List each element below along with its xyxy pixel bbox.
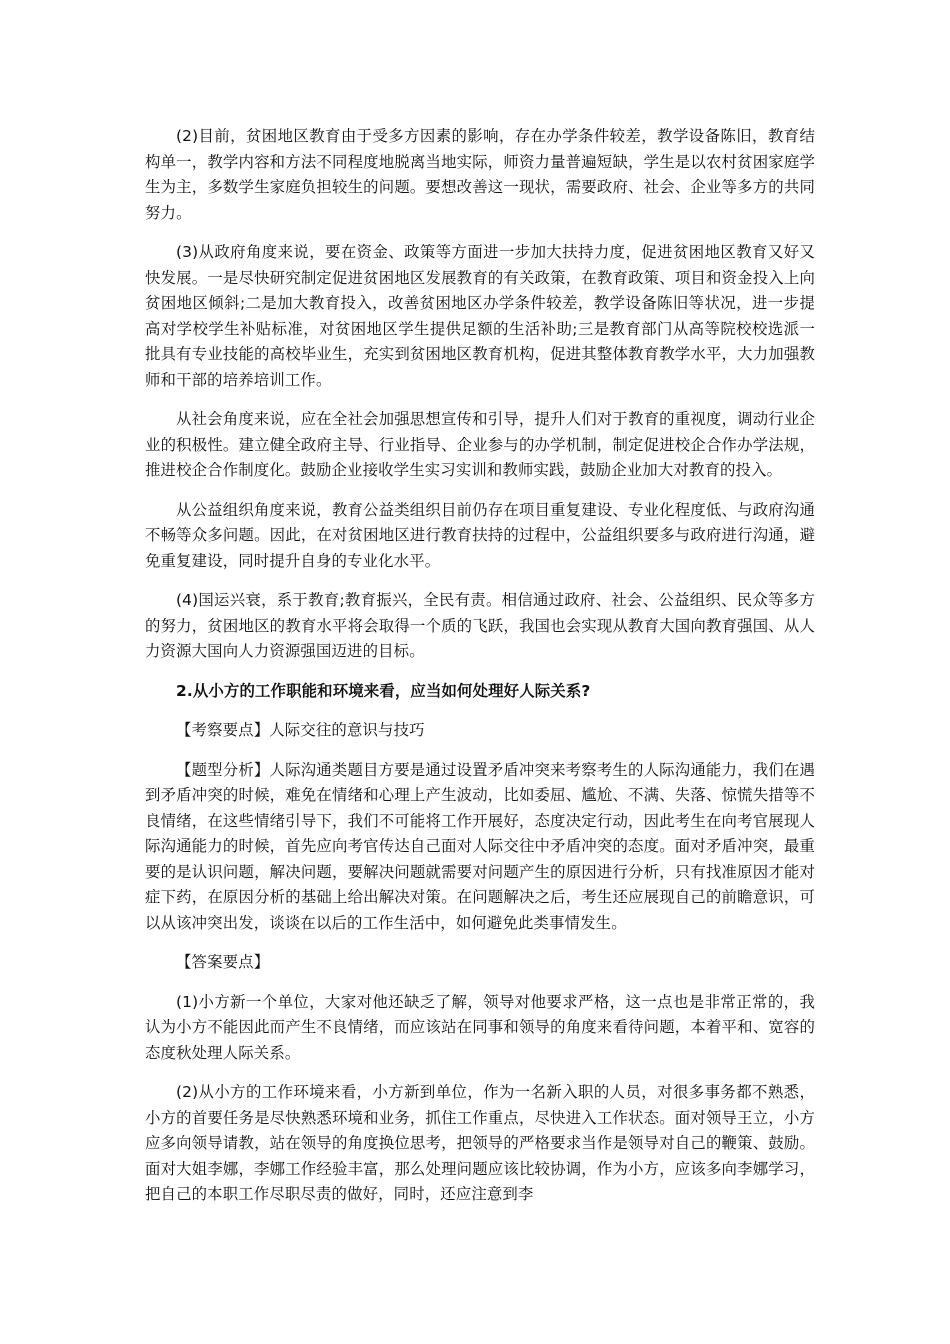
paragraph-analysis: 【题型分析】人际沟通类题目方要是通过设置矛盾冲突来考察考生的人际沟通能力，我们在遇到矛盾冲突的时候，难免在情绪和心理上产生波动，比如委屈、尴尬、不满、失落、惊慌失措等不良情绪，在这些情绪引导下，我们不可能将工作开展好，态度决定行动，因此考生在向考官展现人际沟通能力的时候，首先应向考官传达自己面对人际交往中矛盾冲突的态度。面对矛盾冲突，最重要的是认识问题，解决问题，要解决问题就需要对问题产生的原因进行分析，只有找准原因才能对症下药，在原因分析的基础上给出解决对策。在问题解决之后，考生还应展现自己的前瞻意识，可以从该冲突出发，谈谈在以后的工作生活中，如何避免此类事情发生。 — [145, 760, 815, 932]
paragraph-answer-label: 【答案要点】 — [176, 953, 270, 971]
paragraph-p1: (2)目前，贫困地区教育由于受多方因素的影响，存在办学条件较差，教学设备陈旧，教育结构单一，教学内容和方法不同程度地脱离当地实际，师资力量普遍短缺，学生是以农村贫困家庭学生为主，多数学生家庭负担较生的问题。要想改善这一现状，需要政府、社会、企业等多方的共同努力。 — [145, 127, 815, 222]
paragraph-p4: 从公益组织角度来说，教育公益类组织目前仍存在项目重复建设、专业化程度低、与政府沟通不畅等众多问题。因此，在对贫困地区进行教育扶持的过程中，公益组织要多与政府进行沟通，避免重复建设，同时提升自身的专业化水平。 — [145, 500, 815, 570]
paragraph-answer-1: (1)小方新一个单位，大家对他还缺乏了解，领导对他要求严格，这一点也是非常正常的，我认为小方不能因此而产生不良情绪，而应该站在同事和领导的角度来看待问题，本着平和、宽容的态度秋处理人际关系。 — [145, 992, 815, 1062]
paragraph-p5: (4)国运兴衰，系于教育;教育振兴，全民有责。相信通过政府、社会、公益组织、民众等多方的努力，贫困地区的教育水平将会取得一个质的飞跃，我国也会实现从教育大国向教育强国、从人力资源大国向人力资源强国迈进的目标。 — [145, 591, 815, 660]
question-heading: 2.从小方的工作职能和环境来看，应当如何处理好人际关系? — [176, 681, 591, 700]
paragraph-key-points: 【考察要点】人际交往的意识与技巧 — [176, 721, 425, 739]
paragraph-p3: 从社会角度来说，应在全社会加强思想宣传和引导，提升人们对于教育的重视度，调动行业企业的积极性。建立健全政府主导、行业指导、企业参与的办学机制，制定促进校企合作办学法规，推进校企合作制度化。鼓励企业接收学生实习实训和教师实践，鼓励企业加大对教育的投入。 — [145, 410, 815, 479]
paragraph-answer-2: (2)从小方的工作环境来看，小方新到单位，作为一名新入职的人员，对很多事务都不熟悉，小方的首要任务是尽快熟悉环境和业务，抓住工作重点，尽快进入工作状态。面对领导王立，小方应多向领导请教，站在领导的角度换位思考，把领导的严格要求当作是领导对自己的鞭策、鼓励。面对大姐李娜，李娜工作经验丰富，那么处理问题应该比较协调，作为小方，应该多向李娜学习，把自己的本职工作尽职尽责的做好，同时，还应注意到李 — [145, 1083, 815, 1203]
document-body — [145, 124, 815, 1222]
paragraph-p2: (3)从政府角度来说，要在资金、政策等方面进一步加大扶持力度，促进贫困地区教育又好又快发展。一是尽快研究制定促进贫困地区发展教育的有关政策，在教育政策、项目和资金投入上向贫困地区倾斜;二是加大教育投入，改善贫困地区办学条件较差，教学设备陈旧等状况，进一步提高对学校学生补贴标准，对贫困地区学生提供足额的生活补助;三是教育部门从高等院校校选派一批具有专业技能的高校毕业生，充实到贫困地区教育机构，促进其整体教育教学水平，大力加强教师和干部的培养培训工作。 — [145, 243, 815, 389]
